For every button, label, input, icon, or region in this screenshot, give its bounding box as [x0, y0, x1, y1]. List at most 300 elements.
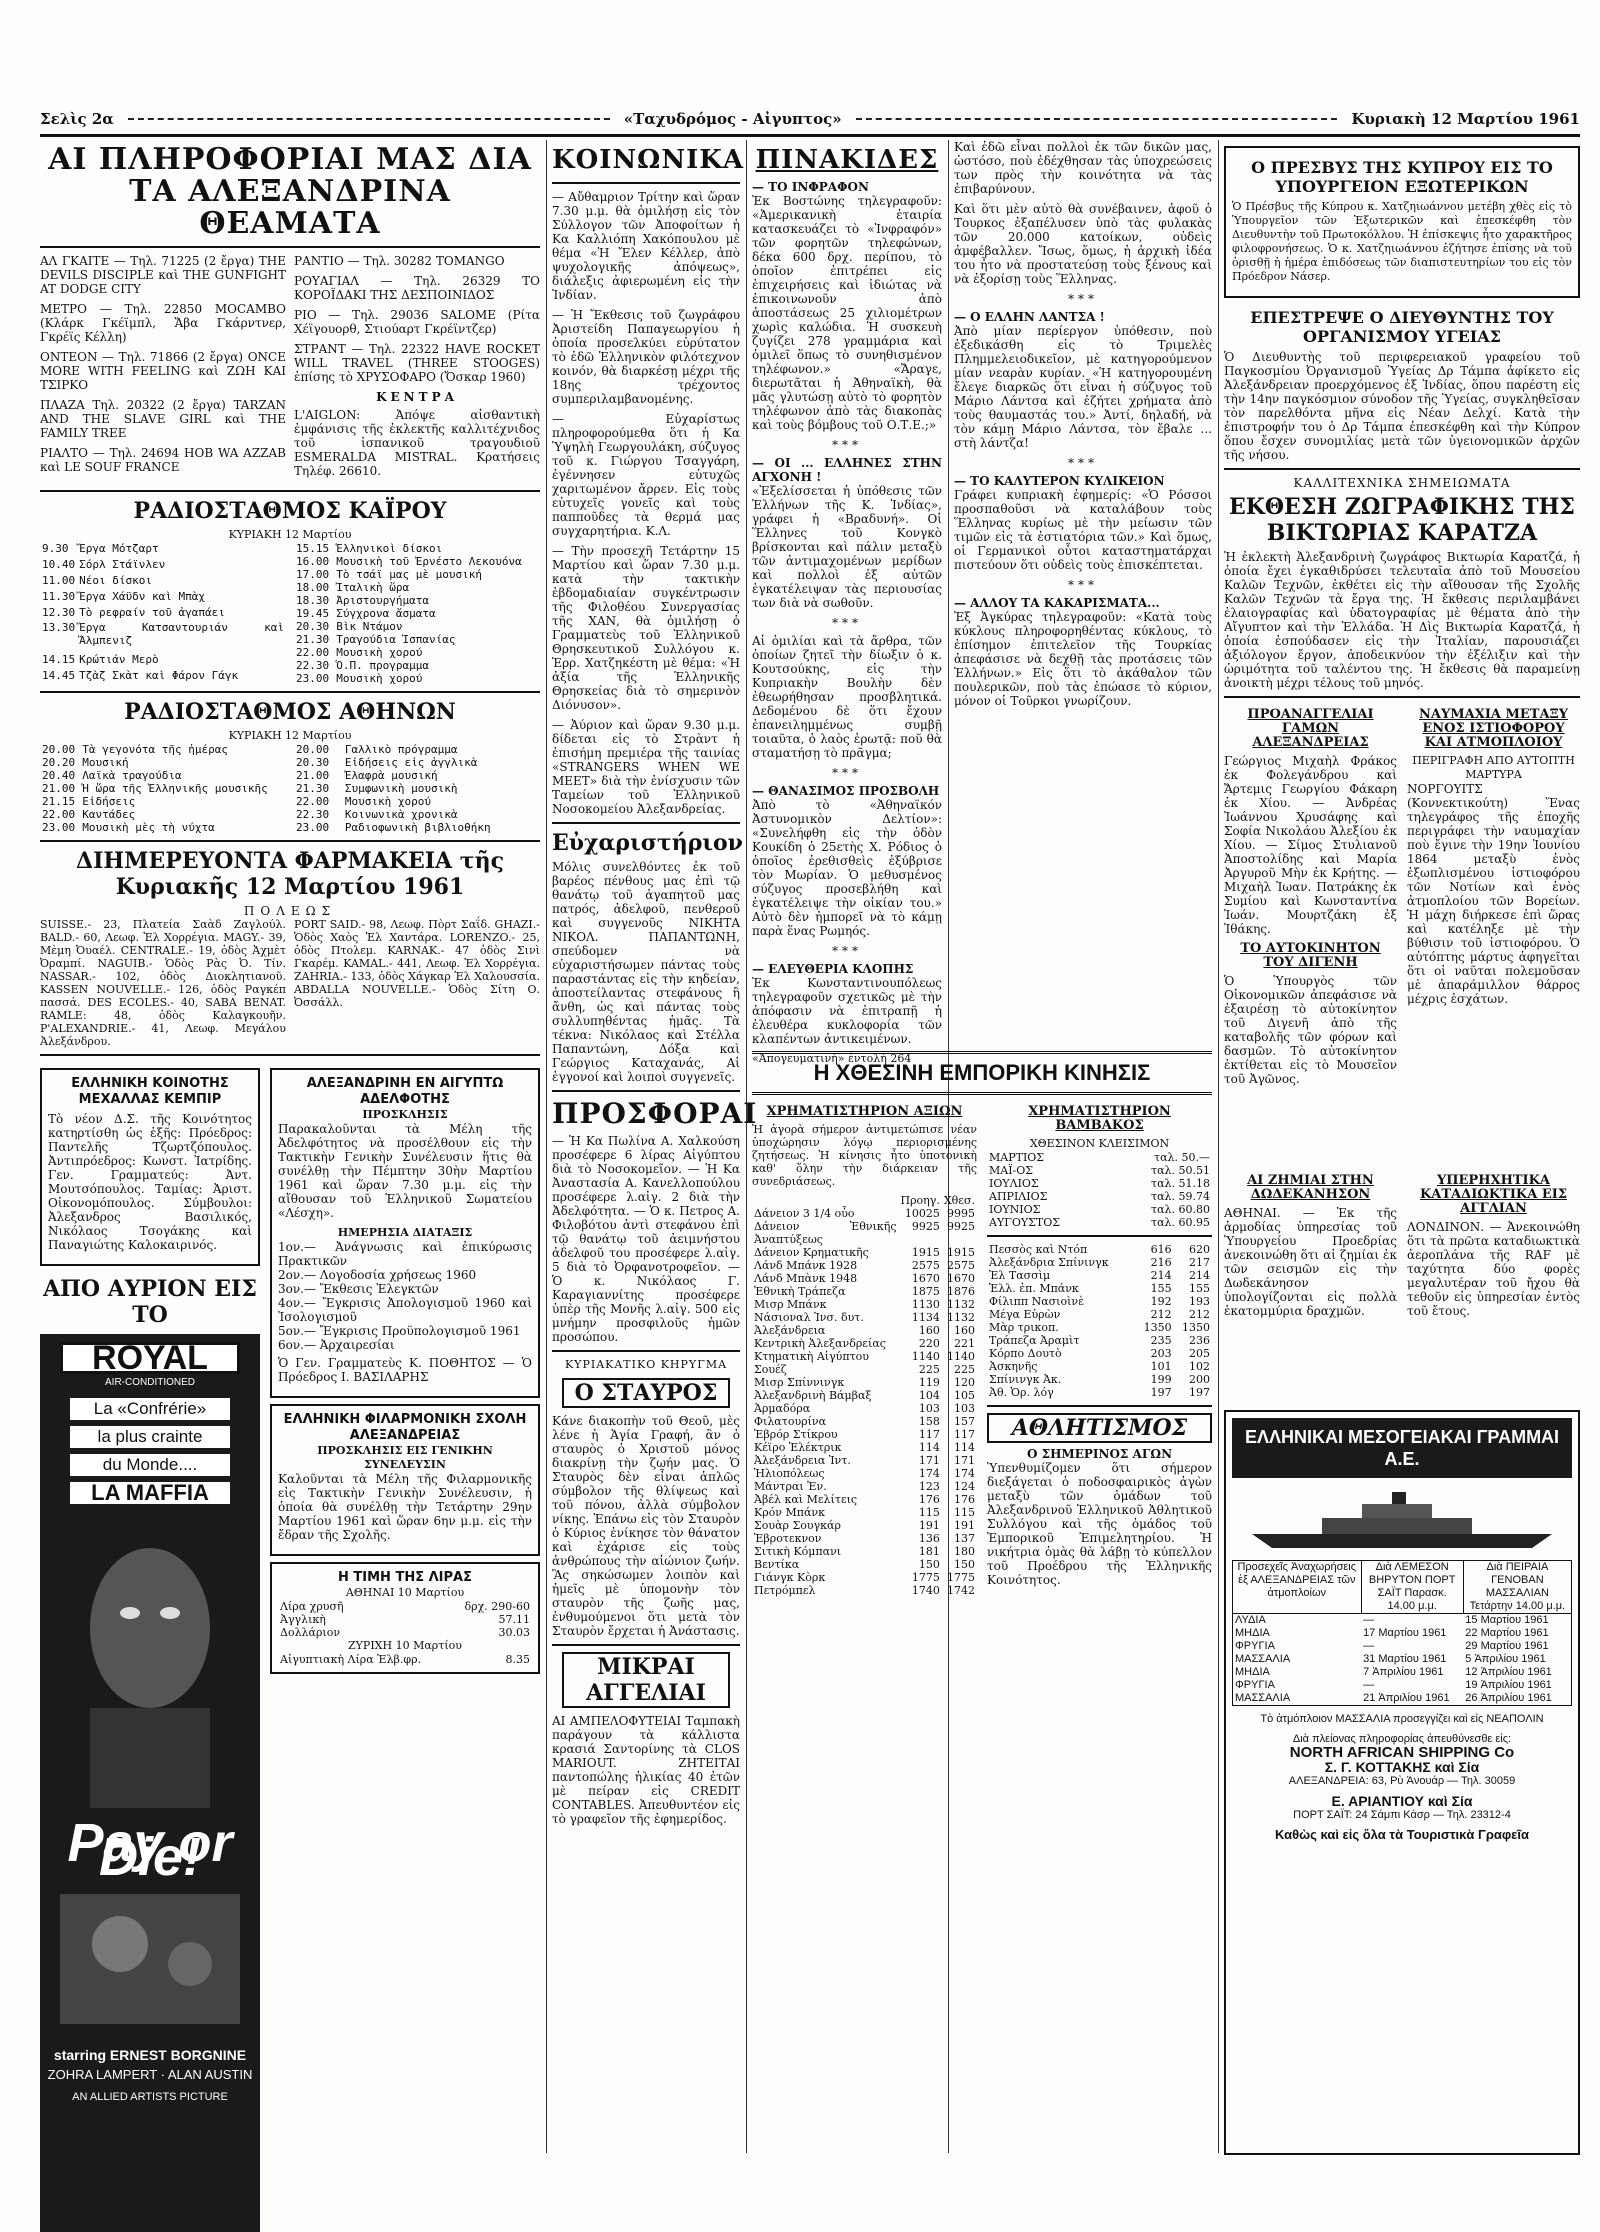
cinema-item: ΣΤΡΑΝΤ — Τηλ. 22322 HAVE ROCKET WILL TRAVEL (THREE STOOGES) ἐπίσης τὸ ΧΡΥΣΟΦΑΡΟ (Ὄσκαρ 1960)	[294, 342, 540, 384]
cotton-row-cell: ταλ. 59.74	[1151, 1190, 1210, 1203]
cinema-item: ΜΕΤΡΟ — Τηλ. 22850 MOCAMBO (Κλάρκ Γκέϊμπλ, Ἄβα Γκάρντνερ, Γκρέϊς Κέλλη)	[40, 302, 286, 344]
rates-table	[987, 1243, 1212, 1399]
radio-row-cell: Ἰταλικὴ ὥρα	[336, 581, 410, 594]
poster-illustration	[50, 1518, 250, 1818]
stock-row-cell: 1742	[947, 1584, 975, 1597]
sailing-row-cell: 21 Ἀπριλίου 1961	[1363, 1692, 1450, 1704]
column-divider	[746, 140, 747, 2153]
gold-row-cell: Λίρα χρυσῆ	[280, 1600, 344, 1613]
stock-row	[752, 1363, 977, 1376]
note-heading: — Ο ΕΛΛΗΝ ΛΑΝΤΣΑ !	[954, 310, 1105, 324]
gold-row-cell: δρχ. 290-60	[464, 1600, 530, 1613]
ambassador-title: Ο ΠΡΕΣΒΥΣ ΤΗΣ ΚΥΠΡΟΥ ΕΙΣ ΤΟ ΥΠΟΥΡΓΕΙΟΝ ΕΞΩΤΕΡΙΚΩΝ	[1251, 158, 1553, 196]
cinema-item: ΑΛ ΓΚΑΙΤΕ — Τηλ. 71225 (2 ἔργα) THE DEVILS DISCIPLE καὶ THE GUNFIGHT AT DODGE CITY	[40, 254, 286, 296]
radio-row	[40, 574, 286, 590]
adelfotis-title: ΑΛΕΞΑΝΔΡΙΝΗ ΕΝ ΑΙΓΥΠΤΩ ΑΔΕΛΦΟΤΗΣ	[306, 1076, 504, 1107]
stock-row-cell: 9995	[947, 1207, 975, 1220]
gold-price-title: Η ΤΙΜΗ ΤΗΣ ΛΙΡΑΣ	[338, 1570, 472, 1585]
ad-line: LA MAFFIA	[70, 1482, 230, 1504]
cotton-row-cell: ταλ. 50.51	[1151, 1164, 1210, 1177]
cotton-row	[987, 1151, 1212, 1164]
stock-row	[752, 1402, 977, 1415]
stock-row-cell: Κτηματικὴ Αἰγύπτου	[754, 1350, 869, 1363]
radio-row-cell: 19.45	[296, 607, 330, 620]
note-heading: — ΟΙ ... ΕΛΛΗΝΕΣ ΣΤΗΝ ΑΓΧΟΝΗ !	[752, 456, 942, 484]
newspaper-title: «Ταχυδρόμος - Αἰγυπτος»	[623, 110, 842, 128]
stock-row-cell: 1875	[911, 1285, 940, 1298]
pharmacies-left: SUISSE.- 23, Πλατεία Σαὰδ Ζαγλούλ. BALD.- 60, Λεωφ. Ἐλ Χορρέγια. MAGY.- 39, Μὲμη Ὀυαέλ. CENTRALE.- 19, ὁδὸς Ἀχμὲτ Ὀραμπί. NAGUIB.- Ὁδὸς Ρὰς Ὀ. Τίν. NASSAR.- 102, ὁδὸς Διοκλητιανοῦ. KASSEN NOUVELLE.- 126, ὁδὸς Ραγκέπ πασσά. DES ECOLES.- 40, SABA BENAT. RAMLE: 48, ὁδὸς Καλαγκουῆν. P'ALEXANDRIE.- 41, Λεωφ. Μεγάλου Ἀλεξάνδρου.	[40, 918, 286, 1048]
stock-row-cell: Ἀλεξανδρινὴ Βάμβαξ	[754, 1389, 872, 1402]
divider	[752, 1092, 1212, 1095]
stock-row	[752, 1389, 977, 1402]
art-title: ΕΚΘΕΣΗ ΖΩΓΡΑΦΙΚΗΣ ΤΗΣ ΒΙΚΤΩΡΙΑΣ ΚΑΡΑΤΖΑ	[1229, 494, 1575, 546]
stock-row	[752, 1532, 977, 1545]
note-heading: — ΕΛΕΥΘΕΡΙΑ ΚΛΟΠΗΣ	[752, 962, 914, 976]
movie-studio: AN ALLIED ARTISTS PICTURE	[72, 2091, 228, 2103]
rate-row-cell: Ἀσκηνῆς	[989, 1360, 1038, 1373]
divider	[1224, 468, 1580, 470]
social-item: — Ἡ Ἔκθεσις τοῦ ζωγράφου Ἀριστείδη Παπαγεωργίου ἡ ὁποία προσελκύει εὐρύτατον τὸ ἐδῶ Ἑλληνικὸν φιλότεχνον κοινόν, θὰ διαρκέσῃ μέχρι τῆς 18ης τρέχοντος συμπεριλαμβανομένης.	[552, 308, 740, 406]
radio-row-cell: Γαλλικὸ πρόγραμμα	[344, 743, 458, 756]
stock-row-cell: Γιάνγκ Κὸρκ	[754, 1571, 826, 1584]
ad-line: du Monde....	[70, 1454, 230, 1476]
stock-row-cell: Μάντραι Ἐν.	[754, 1480, 827, 1493]
radio-row	[40, 621, 286, 653]
weddings-text: Γεώργιος Μιχαὴλ Φράκος ἐκ Φολεγάνδρου καὶ Ἄρτεμις Γεωργίου Φάκαρη ἐκ Χίου. — Ἀνδρέας Ἰωάννου Χρυσάφης καὶ Σοφία Νικολάου Ἀλεξίου ἐκ Χίου. — Σίμος Στυλιανοῦ Ἀποστολίδης καὶ Μαρία Ἀργυροῦ Μὴν ἐκ Κρήτης. — Μιχαὴλ Ἰωαν. Πατράκης ἐκ Συμίου καὶ Κωνσταντίνα Ἰωάν. Μουρτζάκη ἐξ Ἰθάκης.	[1224, 754, 1397, 936]
stock-row	[752, 1480, 977, 1493]
col1-lower-right	[270, 1062, 540, 2232]
stock-row-cell: Σουὰρ Σουγκάρ	[754, 1519, 841, 1532]
stock-row	[752, 1441, 977, 1454]
navy-sub: ΠΕΡΙΓΡΑΦΗ ΑΠΟ ΑΥΤΟΠΤΗ ΜΑΡΤΥΡΑ	[1412, 754, 1575, 781]
movie-poster-ad	[40, 1334, 260, 2232]
stock-row-cell: 103	[918, 1402, 940, 1415]
note-text: Ἐξ Ἀγκύρας τηλεγραφοῦν: «Κατὰ τοὺς κύκλους πληροφορηθέντας κύκλους, τὸ ἐπίσημον ἐπιτελεῖον τῆς Τουρκίας ἀπεφάσισε νὰ δεχθῇ τὰς προτάσεις τῶν Ἑλλήνων.» Εἰς ὅτι τὸ ἀκάθαλον τῶν πουλερικῶν, ποὺ τὰς ἐπώασε τὸ κύριον, μόνον οἱ Τοῦρκοι γνωρίζουν.	[954, 610, 1212, 708]
rate-row	[987, 1282, 1212, 1295]
ambassador-article	[1224, 146, 1580, 298]
sailing-row-cell: 15 Μαρτίου 1961	[1465, 1614, 1549, 1626]
col5-bottom-news-row	[1224, 1170, 1580, 1324]
radio-row-cell: 14.45	[42, 669, 76, 683]
col5-bottom-news	[1224, 1170, 1580, 1400]
stock-row-cell: Κρόν Μπάνκ	[754, 1506, 825, 1519]
column-divider	[546, 140, 547, 2153]
stock-row-cell: 9925	[947, 1220, 975, 1233]
radio-cairo-table-left	[40, 542, 286, 685]
divider	[987, 1235, 1212, 1237]
rate-row-cell: 197	[1150, 1386, 1172, 1399]
adelfotis-notice	[270, 1068, 540, 1398]
rate-row-cell: 212	[1150, 1308, 1172, 1321]
movie-starring: starring ERNEST BORGNINE	[53, 2047, 247, 2063]
radio-row	[40, 558, 286, 574]
divider	[552, 1644, 740, 1646]
stock-row-cell: 160	[918, 1324, 940, 1337]
stock-row-cell: Ἐθνικὴ Τράπεζα	[754, 1285, 846, 1298]
stock-row	[752, 1506, 977, 1519]
rate-row-cell: 197	[1189, 1386, 1210, 1399]
radio-row-cell: Τὸ τσάϊ μας μὲ μουσική	[336, 568, 482, 581]
column-notes-1	[752, 140, 942, 1065]
col5-lower	[1224, 704, 1580, 1092]
stock-row-cell: 225	[954, 1363, 975, 1376]
stock-intro: Ἡ ἀγορὰ σήμερον ἀντιμετώπισε νέαν ὑποχώρησιν λόγῳ περιορισμένης ζητήσεως. Ἡ κίνησις ἦτο ὑποτονικὴ καθ' ὅλην τὴν διάρκειαν τῆς συνεδριάσεως.	[752, 1123, 977, 1188]
rate-row	[987, 1347, 1212, 1360]
divider	[552, 1350, 740, 1352]
separator-stars: ***	[1068, 292, 1098, 306]
stock-row	[752, 1285, 977, 1298]
rate-row-cell: 102	[1189, 1360, 1210, 1373]
poster-scene	[50, 1874, 250, 2034]
stock-row-cell: 2575	[947, 1259, 975, 1272]
stock-row-cell: 191	[918, 1519, 940, 1532]
offerings-text: — Ἡ Κα Πωλίνα Α. Χαλκούση προσέφερε 6 λίρας Αἰγύπτου διὰ τὸ Νοσοκομεῖον. — Ἡ Κα Ἀναστασία Α. Κανελλοπούλου προσέφερε λ.αἰγ. 2 διὰ τὴν Ἀδελφότητα. — Ὁ κ. Πετρος Α. Φιλοβότου ἀντὶ στεφάνου ἐπὶ τῷ θανάτῳ τοῦ ἀειμνήστου ἀδελφοῦ του προσέφερε λ.αἰγ. 5 διὰ τὸ Ὀρφανοτροφεῖον. — Ὁ κ. Νικόλαος Γ. Καραγιαννίτης προσέφερε ὑπὲρ τῆς Μονῆς λ.αἰγ. 500 εἰς μνήμην προσφιλοῦς ἡμῶν προσώπου.	[552, 1134, 740, 1344]
radio-row-cell: Εἰδήσεις	[82, 795, 136, 808]
sailing-row-cell: ΛΥΔΙΑ	[1235, 1614, 1266, 1626]
gold-price-box	[270, 1562, 540, 1674]
commerce-section	[752, 1045, 1212, 2155]
sailing-row-cell: —	[1363, 1679, 1375, 1691]
divider	[40, 1054, 540, 1056]
rate-row-cell: 200	[1189, 1373, 1210, 1386]
rate-row-cell: Ἑλλ. ἐπ. Μπάνκ	[989, 1282, 1079, 1295]
radio-row	[294, 646, 540, 659]
sailing-row-cell: 5 Ἀπριλίου 1961	[1465, 1653, 1546, 1665]
stock-row	[752, 1350, 977, 1363]
stock-row-cell: 1134	[911, 1311, 940, 1324]
radio-row-cell: 20.00	[42, 743, 76, 756]
stock-row	[752, 1337, 977, 1350]
rate-row-cell: 203	[1150, 1347, 1172, 1360]
cotton-exchange	[987, 1101, 1212, 1597]
agenda-item: 5ον.— Ἔγκρισις Προϋπολογισμοῦ 1961	[278, 1324, 521, 1338]
stock-table	[752, 1194, 977, 1597]
sailing-row	[1233, 1614, 1572, 1628]
divider	[40, 490, 540, 492]
radio-cairo-schedule	[40, 542, 540, 685]
agents-footer: Καθὼς καὶ εἰς ὅλα τὰ Τουριστικὰ Γραφεῖα	[1275, 1827, 1529, 1842]
radio-row-cell: Νέοι δίσκοι	[79, 573, 152, 587]
radio-row-cell: 22.30	[296, 659, 330, 672]
radio-row-cell: Ραδιοφωνικὴ βιβλιοθήκη	[344, 821, 491, 834]
rate-row-cell: 1350	[1182, 1321, 1210, 1334]
stock-row	[752, 1220, 977, 1246]
radio-row-cell: 23.00	[42, 821, 76, 834]
note-text: Καὶ ἐδῶ εἶναι πολλοὶ ἐκ τῶν δικῶν μας, ὡστόσο, ποὺ ἐδέχθησαν τὰς ὑποχρεώσεις των πρὸς τὴν κοινότητα νὰ τὰς ἐπιβαρύνουν.	[954, 140, 1212, 196]
radio-row-cell: Ἡ ὥρα τῆς Ἑλληνικῆς μουσικῆς	[82, 782, 268, 795]
rate-row-cell: Κόρπο Δουτὸ	[989, 1347, 1062, 1360]
divider	[552, 182, 740, 184]
philharmonic-title: ΕΛΛΗΝΙΚΗ ΦΙΛΑΡΜΟΝΙΚΗ ΣΧΟΛΗ ΑΛΕΞΑΝΔΡΕΙΑΣ	[283, 1412, 527, 1443]
thanks-text: Μόλις συνελθόντες ἐκ τοῦ βαρέος πένθους μας ἐπὶ τῷ θανάτῳ τοῦ ἀγαπητοῦ μας πατρός, ἀδελφοῦ, πενθεροῦ καὶ συγγενοῦς ΝΙΚΗΤΑ ΝΙΚΟΛ. ΠΑΠΑΝΤΩΝΗ, σπεύδομεν νὰ εὐχαριστήσωμεν πάντας τοὺς παραστάντας εἰς τὴν κηδείαν, ἀποστείλαντας στεφάνους ἢ ἄνθη, ὡς καὶ πάντας τοὺς συλλυπηθέντας ἡμᾶς. Τὰ τέκνα: Νικόλαος καὶ Στέλλα Παπαντώνη, Δόξα καὶ Γεώργιος Καταχανάς, Αἱ ἐγγονοί καὶ λοιποὶ συγγενεῖς.	[552, 860, 740, 1084]
radio-row-cell: Ὁ.Π. προγραμμα	[336, 659, 430, 672]
cinema-item: ΡΙΑΛΤΟ — Τηλ. 24694 HOB WA AZZAB καὶ LE SOUF FRANCE	[40, 446, 286, 474]
radio-row	[294, 769, 540, 782]
radio-row-cell: 20.20	[42, 756, 76, 769]
radio-row-cell: Τὸ ρεφραίν τοῦ ἀγαπάει	[79, 605, 225, 619]
stock-row-cell: 136	[918, 1532, 940, 1545]
stock-row-cell: 2575	[911, 1259, 940, 1272]
rate-row	[987, 1334, 1212, 1347]
stock-row	[752, 1272, 977, 1285]
notes-title: ΠΙΝΑΚΙΔΕΣ	[755, 145, 939, 175]
jets-title: ΥΠΕΡΗΧΗΤΙΚΑ ΚΑΤΑΔΙΩΚΤΙΚΑ ΕΙΣ ΑΓΓΛΙΑΝ	[1419, 1173, 1568, 1216]
radio-row-cell: Ἔργα Μότζαρτ	[79, 542, 159, 555]
radio-row	[294, 633, 540, 646]
agenda-title: ΗΜΕΡΗΣΙΑ ΔΙΑΤΑΞΙΣ	[337, 1226, 473, 1239]
rate-row	[987, 1360, 1212, 1373]
stock-row-cell: 180	[954, 1545, 975, 1558]
radio-row-cell: 21.00	[296, 769, 330, 782]
sailing-row	[1233, 1666, 1572, 1679]
stock-row	[752, 1246, 977, 1259]
cotton-row-cell: ταλ. 51.18	[1151, 1177, 1210, 1190]
cotton-row-cell: ΜΑΡΤΙΟΣ	[989, 1151, 1045, 1164]
rate-row-cell: 214	[1150, 1269, 1172, 1282]
stock-row-cell: Δάνειον Ἐθνικῆς Ἀναπτύξεως	[754, 1220, 897, 1246]
radio-row-cell: Εἰδήσεις εἰς ἀγγλικὰ	[344, 756, 478, 769]
stock-row-cell: 160	[954, 1324, 975, 1337]
sailing-row-cell: ΜΗΔΙΑ	[1235, 1666, 1270, 1678]
agenda-item: 1ον.— Ἀνάγνωσις καὶ ἐπικύρωσις Πρακτικῶν	[278, 1240, 532, 1268]
cotton-row-cell: ΑΠΡΙΛΙΟΣ	[989, 1190, 1048, 1203]
gold-row-cell: 57.11	[498, 1613, 530, 1626]
radio-row-cell: 16.00	[296, 555, 330, 568]
art-text: Ἡ ἐκλεκτὴ Ἀλεξανδρινὴ ζωγράφος Βικτωρία Καρατζά, ἡ ὁποία ἔχει ἐγκαθιδρύσει τελευταῖα ἀπὸ τοῦ Μουσείου Καλῶν Τεχνῶν, ἐκθέτει εἰς τὴν αἴθουσαν τῆς Σχολῆς Καλῶν Τεχνῶν τὰ ἔργα της. Ἡ ἔκθεσις περιλαμβάνει ἐλαιογραφίας καὶ ὑδατογραφίας μὲ θέματα ἀπὸ τὴν Αἴγυπτον καὶ τὴν Ἑλλάδα. Ἡ Δὶς Βικτωρία Καρατζά, ἡ ὁποία ἐσπούδασεν εἰς τὴν Ἰταλίαν, παρουσιάζει ἀξιόλογον ἔργον, ἀποδεικνύον τὴν ἐξέλιξιν καὶ τὴν ὡριμότητα τοῦ ταλέντου της. Ἡ ἔκθεσις θὰ παραμείνῃ ἀνοικτὴ μέχρι τέλους τοῦ μηνός.	[1224, 550, 1580, 690]
stock-row-cell: Σουέζ	[754, 1363, 787, 1376]
gold-price-table-2	[278, 1653, 532, 1666]
stock-row-cell: 120	[954, 1376, 975, 1389]
radio-row	[40, 782, 286, 795]
radio-row-cell: 14.15	[42, 653, 76, 667]
note-text: Γράφει κυπριακὴ ἐφημερίς: «Ὁ Ρόσσοι προσπαθοῦσι νὰ καταλάβουν τοὺς Ἕλληνας κυρίως μὲ τὴν μείωσιν τῶν τιμῶν εἰς τὰ ἐστιατόρια τῶν.» Καὶ ὅμως, οἱ Γερμανικοὶ οὗτοι καταστηματάρχαι πιστεύουν ὅτι οὐδεὶς τοὺς ἐπισκέπτεται.	[954, 488, 1212, 572]
radio-row-cell: 18.30	[296, 594, 330, 607]
radio-row-cell: 20.00	[296, 743, 330, 756]
philharmonic-notice	[270, 1404, 540, 1556]
cotton-row	[987, 1177, 1212, 1190]
fire-title: ΑΙ ΖΗΜΙΑΙ ΣΤΗΝ ΔΩΔΕΚΑΝΗΣΟΝ	[1247, 1173, 1374, 1202]
radio-row-cell: Ἔργα Χάϋδν καὶ Μπὰχ	[79, 589, 205, 603]
divider	[40, 246, 540, 248]
note-text: Αἱ ὁμιλίαι καὶ τὰ ἄρθρα, τῶν ὁποίων ζητεῖ τὴν δίωξιν ὁ κ. Κουτσούκης, εἰς τὴν Κυπριακὴν Βουλὴν δὲν ἐθεωρήθησαν προσβλητικά. Δεδομένου δὲ ὅτι ἔχουν ἐπανειλημμένως συμβῇ τοιαῦτα, ὁ λαὸς ἐρωτᾷ: ποῦ θὰ σταματήσῃ τὸ πρᾶγμα;	[752, 634, 942, 760]
radio-row-cell: Μουσικὴ τοῦ Ἐρνέστο Λεκουόνα	[336, 555, 522, 568]
radio-row-cell: Ἐλαφρὰ μουσική	[344, 769, 438, 782]
column-entertainment	[40, 140, 540, 2160]
stock-row-cell: Πετρόμπελ	[754, 1584, 816, 1597]
radio-row	[40, 606, 286, 622]
stock-row-cell: Δάνειον Κρηματικῆς	[754, 1246, 869, 1259]
cinema-name: ROYAL	[60, 1342, 240, 1374]
fire-article	[1224, 1170, 1397, 1324]
stock-row-cell: 105	[954, 1389, 975, 1402]
separator-stars: ***	[832, 616, 862, 630]
radio-row-cell: 21.15	[42, 795, 76, 808]
rate-row-cell: 217	[1189, 1256, 1210, 1269]
stock-row	[752, 1571, 977, 1584]
stock-row-cell: 1140	[911, 1350, 940, 1363]
radio-cairo-title: ΡΑΔΙΟΣΤΑΘΜΟΣ ΚΑΪΡΟΥ	[133, 498, 447, 524]
stock-row-cell: 171	[954, 1454, 975, 1467]
radio-row-cell: Συμφωνικὴ μουσικὴ	[344, 782, 458, 795]
radio-row-cell: 18.00	[296, 581, 330, 594]
gold-price-date: ΑΘΗΝΑΙ 10 Μαρτίου	[345, 1586, 465, 1599]
stock-row	[752, 1259, 977, 1272]
column-notes-2	[954, 140, 1212, 1040]
cotton-row-cell: ταλ. 60.80	[1151, 1203, 1210, 1216]
note-signature: «Ἀπογευματινή» ἐντολὴ 264	[752, 1052, 912, 1065]
cotton-row-cell: ταλ. 60.95	[1151, 1216, 1210, 1229]
sailing-row	[1233, 1679, 1572, 1692]
stock-row-cell: 1670	[911, 1272, 940, 1285]
stock-row-cell: 119	[918, 1376, 940, 1389]
cotton-row-cell: ΜΑΪ-ΟΣ	[989, 1164, 1034, 1177]
stock-row-cell: Κεντρικὴ Ἀλεξανδρείας	[754, 1337, 886, 1350]
radio-row-cell: 11.30	[42, 589, 76, 603]
gold-row-cell: Αἰγυπτιακὴ Λίρα Ἐλβ.φρ.	[280, 1653, 422, 1666]
rate-row-cell: Φίλιππ Νασιοὶνὲ	[989, 1295, 1084, 1308]
radio-row-cell: Ἔργα Κατσαντουριάν καὶ Ἄλμπενιζ	[79, 621, 284, 648]
stock-row-cell: Μισρ Μπάνκ	[754, 1298, 827, 1311]
sailing-row-cell: 26 Ἀπριλίου 1961	[1465, 1692, 1552, 1704]
radio-row	[40, 808, 286, 821]
rate-row-cell: Σπίνινγκ Ἀκ.	[989, 1373, 1062, 1386]
stock-row-cell: Ἀρμαδόρα	[754, 1402, 811, 1415]
rate-row-cell: 193	[1189, 1295, 1210, 1308]
radio-row	[294, 821, 540, 834]
note-heading: — ΤΟ ΚΑΛΥΤΕΡΟΝ ΚΥΛΙΚΕΙΟΝ	[954, 474, 1165, 488]
social-title: ΚΟΙΝΩΝΙΚΑ	[552, 145, 745, 175]
radio-row	[294, 756, 540, 769]
radio-row-cell: 21.30	[296, 633, 330, 646]
note-heading: — ΤΟ ΙΝΦΡΑΦΟΝ	[752, 180, 869, 194]
radio-row-cell: 20.30	[296, 756, 330, 769]
column-divider	[1218, 140, 1219, 2153]
radio-row	[294, 743, 540, 756]
rate-row-cell: 101	[1150, 1360, 1172, 1373]
stock-row-cell: 1132	[947, 1311, 975, 1324]
commerce-columns	[752, 1101, 1212, 1597]
stock-row-cell: Ἡλιοπόλεως	[754, 1467, 825, 1480]
sailing-row-cell: ΦΡΥΓΙΑ	[1235, 1640, 1275, 1652]
radio-row	[40, 590, 286, 606]
stock-row-cell: 1915	[911, 1246, 940, 1259]
radio-row	[294, 594, 540, 607]
sailing-row	[1233, 1653, 1572, 1666]
note-heading: — ΑΛΛΟΥ ΤΑ ΚΑΚΑΡΙΣΜΑΤΑ...	[954, 596, 1160, 610]
sailing-row-cell: 22 Μαρτίου 1961	[1465, 1627, 1549, 1639]
jets-article	[1407, 1170, 1580, 1324]
gold-row-cell: 30.03	[498, 1626, 530, 1639]
rate-row-cell: Ἀθ. Ὁρ. λόγ	[989, 1386, 1054, 1399]
note-text: Καὶ ὅτι μὲν αὐτὸ θὰ συνέβαινεν, ἀφοῦ ὁ Τουρκος ἐξαπέλυσεν ὑπὸ τὰς φυλακὰς τῶν 20.000 κατοίκων, οὐδεὶς ἀμφέβαλλεν. Ἴσως, ὅμως, ἡ ἀρχικὴ ἰδέα του ἦτο νὰ προστατεύσῃ τοὺς ξένους καὶ νὰ ἐξορίσῃ τοὺς Ἕλληνας.	[954, 202, 1212, 286]
radio-row-cell: 21.00	[42, 782, 76, 795]
rate-row-cell: 155	[1189, 1282, 1210, 1295]
stock-row-cell: Λάνδ Μπὰνκ 1948	[754, 1272, 858, 1285]
radio-row-cell: Σύγχρονα ἄσματα	[336, 607, 436, 620]
sailings-col-header: Προσεχεῖς Ἀναχωρήσεις ἐξ ΑΛΕΞΑΝΔΡΕΙΑΣ τῶν ἀτμοπλοίων	[1233, 1561, 1362, 1614]
who-text: Ὁ Διευθυντὴς τοῦ περιφερειακοῦ γραφείου τοῦ Παγκοσμίου Ὀργανισμοῦ Ὑγείας Δρ Τάμπα ἀφίκετο εἰς Ἀλεξάνδρειαν προερχόμενος ἐξ Ἰνδίας, ὅπου παρέστη εἰς τὴν 14ην παγκόσμιον σύνοδον τῆς Ὑγείας, συγκληθεῖσαν τὸν παρελθόντα μῆνα εἰς Νέαν Δελχί. Κατὰ τὴν ἐπιστροφήν του ὁ Δρ Τάμπα ἐπεσκέφθη καὶ τὴν Κύπρον ὅπου ἔσχεν συνομιλίας μετὰ τῶν ὑγειονομικῶν ἀρχῶν τῆς νήσου.	[1224, 350, 1580, 462]
agent-name-2: Ε. ΑΡΙΑΝΤΙΟΥ καὶ Σία	[1331, 1793, 1473, 1809]
stock-row-cell: 1740	[911, 1584, 940, 1597]
stock-row-cell: Φιλατουρίνα	[754, 1415, 827, 1428]
stock-row-cell: 114	[954, 1441, 975, 1454]
shipping-company: ΕΛΛΗΝΙΚΑΙ ΜΕΣΟΓΕΙΑΚΑΙ ΓΡΑΜΜΑΙ Α.Ε.	[1232, 1418, 1572, 1478]
stock-row	[752, 1428, 977, 1441]
radio-row-cell: Καντάδες	[82, 808, 136, 821]
rate-row-cell: 214	[1189, 1269, 1210, 1282]
stock-row-cell: Βεντίκα	[754, 1558, 800, 1571]
column-news	[1224, 140, 1580, 1160]
note-text: Ἀπὸ μίαν περίεργον ὑπόθεσιν, ποὺ ἐξεδικάσθη εἰς τὸ Τριμελὲς Πλημμελειοδικεῖον, μὲ κατηγορούμενον μίαν νεαρὰν κυρίαν. «Ἡ κατηγορουμένη ἔλεγε διαρκῶς ὅτι εἶναι ἡ σύζυγος τοῦ Μάριο Λάντσα καὶ ἐζήτει χρήματα ἀπὸ τοὺς θαυμαστάς του.» Ἀντί, δηλαδή, νὰ τὸν κάμῃ Μάριο Λάντσα, τὸν ἔβαλε ... στὴ λάντζα!	[954, 324, 1212, 450]
gold-row-cell: 8.35	[505, 1653, 530, 1666]
agenda-item: 6ον.— Ἀρχαιρεσίαι	[278, 1338, 395, 1352]
stock-row-cell: 1775	[911, 1571, 940, 1584]
car-text: Ὁ Ὑπουργὸς τῶν Οἰκονομικῶν ἀπεφάσισε νὰ ἐξαιρέσῃ τὸ αὐτοκίνητον τοῦ Διγενῆ ἀπὸ τῆς καταβολῆς τῶν φόρων καὶ δασμῶν. Τὸ αὐτοκίνητον ἐκτίθεται εἰς τὸ Μουσεῖον τοῦ Ἀγῶνος.	[1224, 974, 1397, 1086]
sailing-row	[1233, 1692, 1572, 1706]
separator-stars: ***	[832, 438, 862, 452]
agent-address-2: ΠΟΡΤ ΣΑΪΤ: 24 Σάμπι Κάσρ — Τηλ. 23312-4	[1293, 1809, 1511, 1821]
stock-row-cell: Ἐβρόρ Στίκρου	[754, 1428, 838, 1441]
cotton-row	[987, 1216, 1212, 1229]
radio-row-cell: 22.30	[296, 808, 330, 821]
radio-row-cell: 11.00	[42, 573, 76, 587]
car-title: ΤΟ ΑΥΤΟΚΙΝΗΤΟΝ ΤΟΥ ΔΙΓΕΝΗ	[1240, 941, 1381, 970]
sailings-header	[1233, 1561, 1572, 1614]
rate-row	[987, 1308, 1212, 1321]
radio-row	[40, 769, 286, 782]
cotton-row-cell: ΑΥΓΟΥΣΤΟΣ	[989, 1216, 1061, 1229]
radio-row-cell: 22.00	[296, 795, 330, 808]
radio-row	[40, 542, 286, 558]
sailing-row-cell: —	[1363, 1614, 1375, 1626]
rate-row-cell: 236	[1189, 1334, 1210, 1347]
radio-row-cell: 17.00	[296, 568, 330, 581]
stock-row-cell: Ἀλεξάνδρεια	[754, 1324, 826, 1337]
adelfotis-text: Παρακαλοῦνται τὰ Μέλη τῆς Ἀδελφότητος νὰ προσέλθουν εἰς τὴν Τακτικὴν Γενικὴν Συνέλευσιν ἥτις θὰ συνέλθῃ τὴν Πέμπτην 30ὴν Μαρτίου 1961 καὶ ὥραν 7.30 μ.μ. εἰς τὴν αἴθουσαν τοῦ Ἑλληνικοῦ Σωματείου «Λέσχη».	[278, 1122, 532, 1220]
rate-row-cell: Μὰρ τρικοπ.	[989, 1321, 1059, 1334]
sailing-row	[1233, 1640, 1572, 1653]
sports-title: ΑΘΛΗΤΙΣΜΟΣ	[987, 1413, 1212, 1443]
cotton-row-cell: ΙΟΥΛΙΟΣ	[989, 1177, 1039, 1190]
stock-row-cell: Δάνειον 3 1/4 οὖο	[754, 1207, 855, 1220]
rate-row-cell: Ἐλ Τασσὶμ	[989, 1269, 1051, 1282]
issue-date: Κυριακὴ 12 Μαρτίου 1961	[1351, 110, 1580, 128]
radio-row-cell: Λαϊκὰ τραγούδια	[82, 769, 182, 782]
radio-cairo-table-right	[294, 542, 540, 685]
radio-athens-table-right	[294, 743, 540, 834]
art-kicker: ΚΑΛΛΙΤΕΧΝΙΚΑ ΣΗΜΕΙΩΜΑΤΑ	[1293, 476, 1511, 490]
radio-row-cell: Ἀριστουργήματα	[336, 594, 430, 607]
stock-row	[752, 1493, 977, 1506]
stock-row-cell: 1140	[947, 1350, 975, 1363]
pharmacies-list	[40, 918, 540, 1048]
stock-row-cell: 174	[918, 1467, 940, 1480]
col5-lower-right	[1407, 704, 1580, 1092]
radio-row-cell: 12.30	[42, 605, 76, 619]
stock-row	[752, 1376, 977, 1389]
divider	[752, 1051, 1212, 1054]
divider	[1224, 696, 1580, 698]
radio-cairo-date: ΚΥΡΙΑΚΗ 12 Μαρτίου	[228, 528, 352, 541]
radio-row	[294, 607, 540, 620]
radio-row-cell: Τζὰζ Σκὰτ καὶ Φάρον Γάγκ	[79, 669, 239, 683]
agenda-signature: Ὁ Γεν. Γραμματεὺς Κ. ΠΟΘΗΤΟΣ — Ὁ Πρόεδρος Ι. ΒΑΣΙΛΑΡΗΣ	[278, 1356, 532, 1384]
sports-text: Ὑπενθυμίζομεν ὅτι σήμερον διεξάγεται ὁ ποδοσφαιρικὸς ἀγὼν μεταξὺ τῶν ὁμάδων τοῦ Ἀλεξανδρινοῦ Ἑλληνικοῦ Ἀθλητικοῦ Συλλόγου καὶ τῆς ὁμάδος τοῦ Ἐμπορικοῦ Ἐπιμελητηρίου. Ἡ νικήτρια ὁμὰς θὰ λάβῃ τὸ κύπελλον τοῦ Προέδρου τῆς Ἑλληνικῆς Κοινότητος.	[987, 1461, 1212, 1587]
rate-row	[987, 1243, 1212, 1256]
note-text: «Ἐξελίσσεται ἡ ὑπόθεσις τῶν Ἑλλήνων τῆς Κ. Ἰνδίας», γράφει ἡ «Βραδυνή». Οἱ Ἕλληνες τοῦ Κονγκὸ βρίσκονται καὶ πάλιν μεταξὺ τῶν ἀντιμαχομένων μερίδων καὶ πολλοὶ ἐξ αὐτῶν ἐγκατέλειψαν τὰς περιουσίας των διὰ νὰ σωθοῦν.	[752, 484, 942, 610]
stock-row-cell: 117	[918, 1428, 940, 1441]
note-text: Ἐκ Κωνσταντινουπόλεως τηλεγραφοῦν σχετικῶς μὲ τὴν ἀπόφασιν νὰ ἐπιτραπῇ ἡ ἐλευθέρα κυκλοφορία τῶν κλαπέντων ἀντικειμένων.	[752, 976, 942, 1046]
